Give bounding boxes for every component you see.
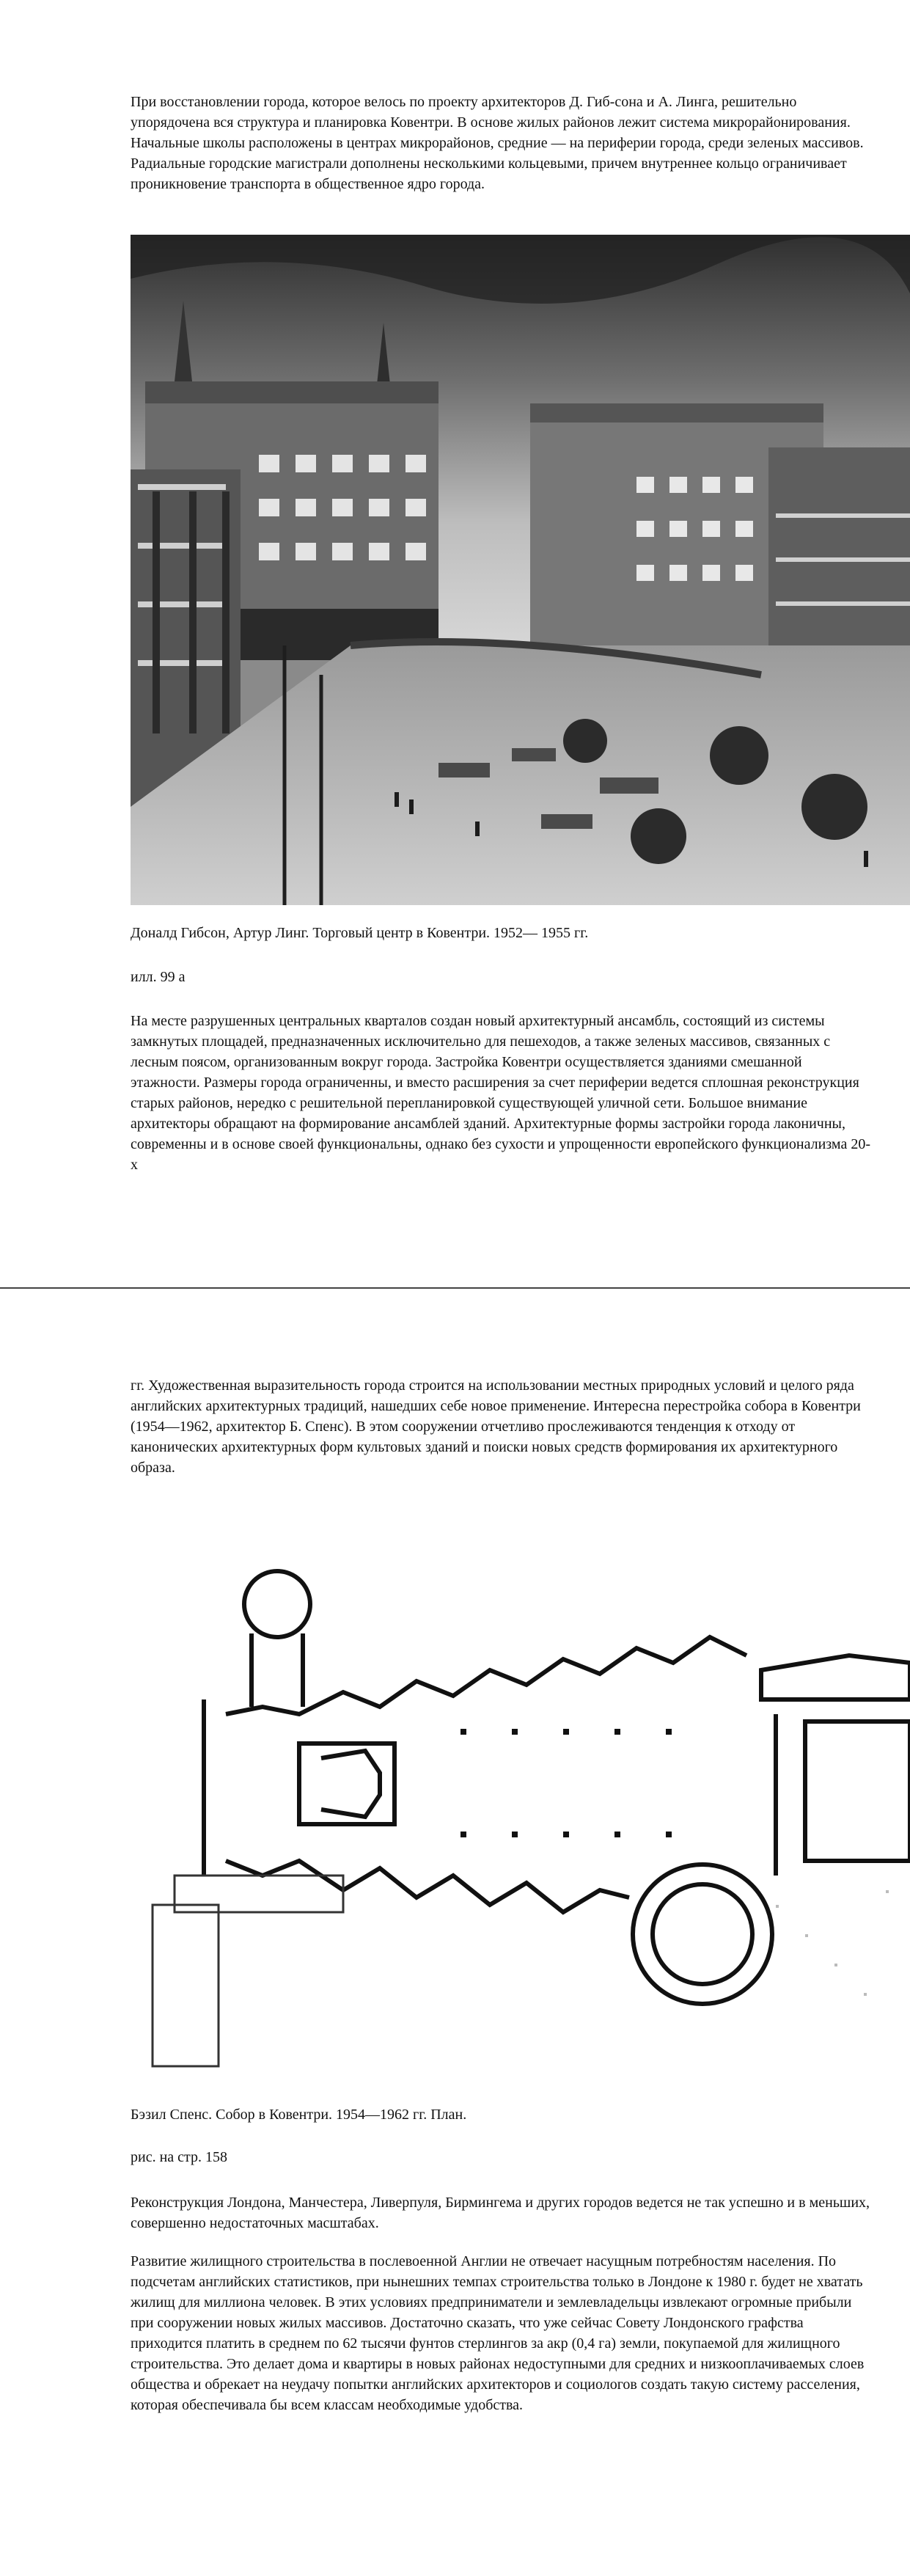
cathedral-plan-drawing <box>131 1553 910 2081</box>
plan-caption: Бэзил Спенс. Собор в Ковентри. 1954—1962 гг. План. <box>131 2107 467 2123</box>
document-page-1 <box>0 0 910 1287</box>
continuation-paragraph: гг. Художественная выразительность города строится на использовании местных природных условий и целого ряда английских архитектурных традиций, нашедших себе новое применение. Интересна перестройка собора в Ковентри (1954—1962, архитектор Б. Спенс). В этом сооружении отчетливо прослеживаются тенденция к отходу от канонических архитектурных форм культовых зданий и поиски новых средств формирования их архитектурного образа. <box>131 1377 861 1476</box>
body-paragraph: На месте разрушенных центральных кварталов создан новый архитектурный ансамбль, состоящий из системы замкнутых площадей, предназначенных исключительно для пешеходов, а также зеленых массивов, связанных с лесным поясом, организованным вокруг города. Застройка Ковентри осуществляется зданиями смешанной этажности. Размеры города ограниченны, и вместо расширения за счет периферии ведется сплошная реконструкция старых районов, нередко с решительной перепланировкой существующей уличной сети. Большое внимание архитекторы обращают на формирование ансамблей зданий. Архитектурные формы застройки города лаконичны, современны и в основе своей функциональны, однако без сухости и упрощенности европейского функционализма 20-х <box>131 1013 870 1173</box>
photo-reference: илл. 99 а <box>131 969 186 985</box>
shopping-center-photo <box>131 235 910 905</box>
reconstruction-paragraph: Реконструкция Лондона, Манчестера, Ливерпуля, Бирмингема и других городов ведется не так успешно и в меньших, совершенно недостаточных масштабах. <box>131 2195 870 2231</box>
plan-reference: рис. на стр. 158 <box>131 2149 228 2165</box>
housing-paragraph: Развитие жилищного строительства в послевоенной Англии не отвечает насущным потребностям населения. По подсчетам английских статистиков, при нынешних темпах строительства только в Лондоне к 1980 г. будет не хватать жилищ для миллиона человек. В этих условиях предприниматели и землевладельцы извлекают огромные прибыли при сооружении новых жилых массивов. Достаточно сказать, что уже сейчас Совету Лондонского графства приходится платить в среднем по 62 тысячи фунтов стерлингов за акр (0,4 га) земли, покупаемой для жилищного строительства. Это делает дома и квартиры в новых районах недоступными для средних и низкооплачиваемых слоев общества и обрекает на неудачу попытки английских архитекторов и социологов создать такую систему расселения, которая обеспечивала бы всем классам необходимые удобства. <box>131 2253 865 2413</box>
intro-paragraph: При восстановлении города, которое велось по проекту архитекторов Д. Гиб-сона и А. Линга, решительно упорядочена вся структура и планировка Ковентри. В основе жилых районов лежит система микрорайонирования. Начальные школы расположены в центрах микрорайонов, средние — на периферии города, среди зеленых массивов. Радиальные городские магистрали дополнены несколькими кольцевыми, причем внутреннее кольцо ограничивает проникновение транспорта в общественное ядро города. <box>131 94 864 192</box>
document-page-2 <box>0 1289 910 2576</box>
photo-caption: Доналд Гибсон, Артур Линг. Торговый центр в Ковентри. 1952— 1955 гг. <box>131 925 589 941</box>
